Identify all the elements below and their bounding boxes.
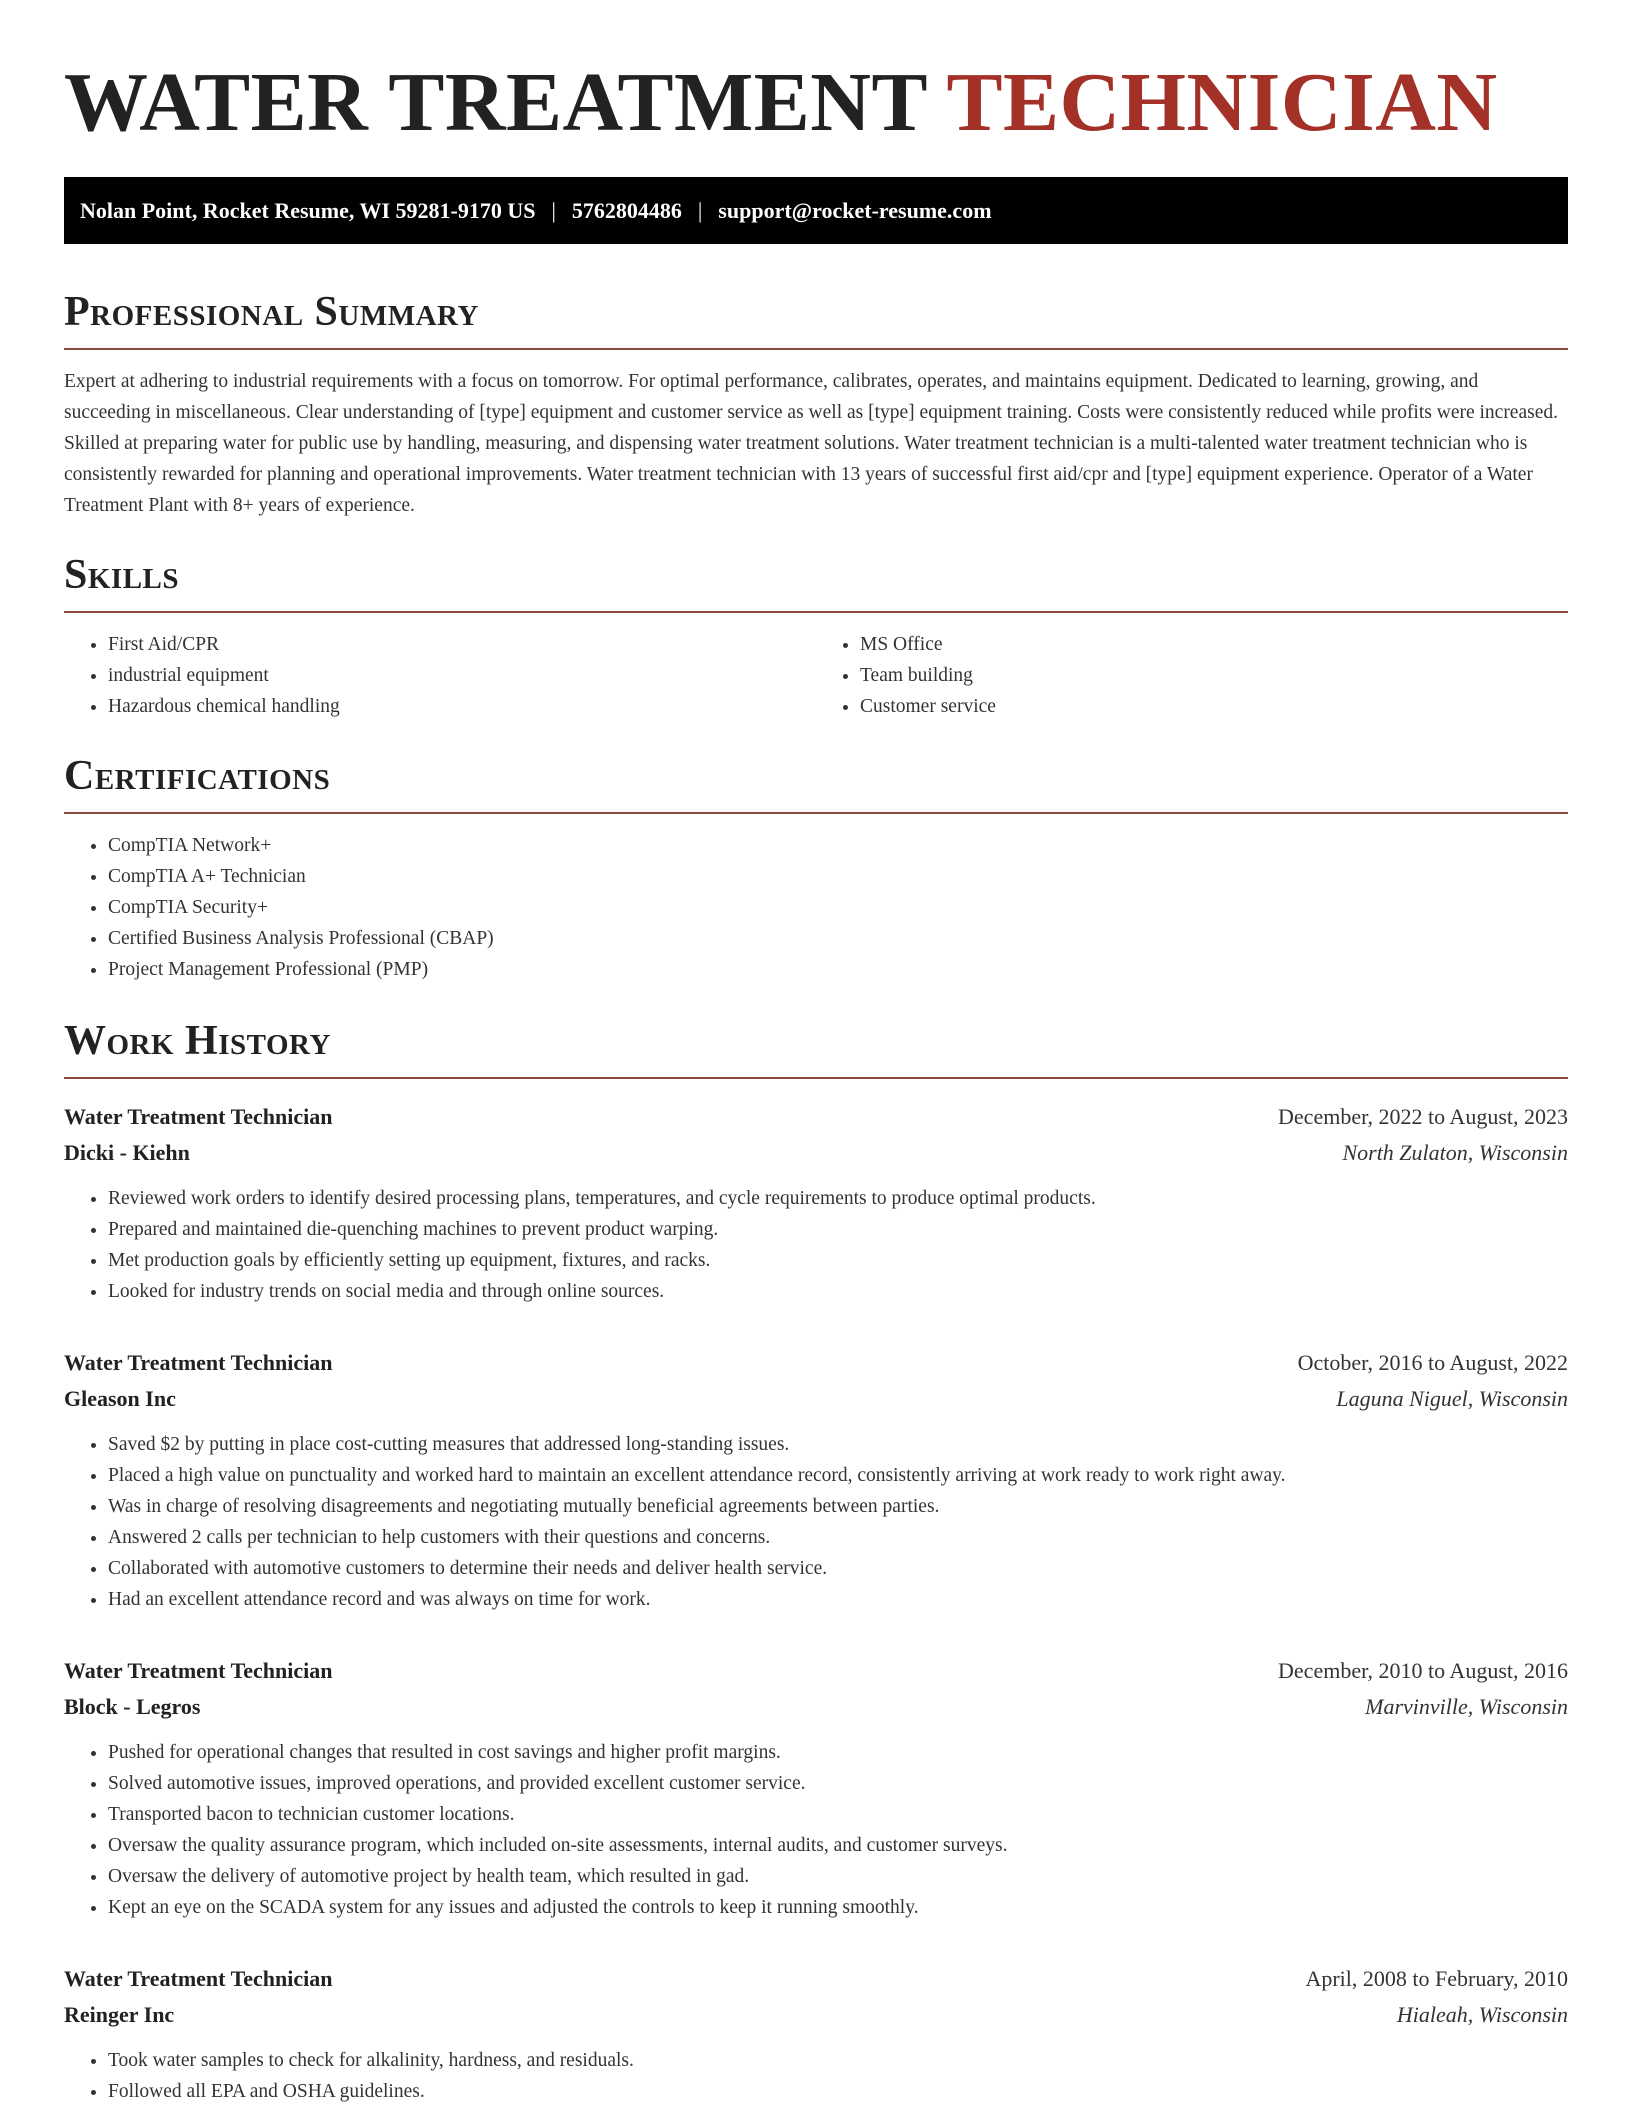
certification-item: • CompTIA Network+	[108, 830, 1568, 861]
section-divider	[64, 348, 1568, 350]
job-location: Marvinville, Wisconsin	[1365, 1694, 1568, 1719]
job-company-row	[64, 1381, 1568, 1417]
job-title: Water Treatment Technician	[64, 1658, 333, 1683]
job-location: Laguna Niguel, Wisconsin	[1336, 1386, 1568, 1411]
job-dates: April, 2008 to February, 2010	[1305, 1966, 1568, 1991]
job-bullets	[64, 1737, 1568, 1923]
job-bullet: • Kept an eye on the SCADA system for any issues and adjusted the controls to keep it running smoothly.	[108, 1892, 1568, 1923]
job-bullets	[64, 1429, 1568, 1615]
job-bullet: • Answered 2 calls per technician to help customers with their questions and concerns.	[108, 1522, 1568, 1553]
job-bullets	[64, 1183, 1568, 1307]
certification-item: • Certified Business Analysis Professional (CBAP)	[108, 923, 1568, 954]
contact-email[interactable]: support@rocket-resume.com	[718, 197, 992, 223]
contact-separator: |	[697, 197, 703, 223]
job-dates: December, 2010 to August, 2016	[1278, 1658, 1568, 1683]
contact-bar	[64, 177, 1568, 244]
skill-item: • First Aid/CPR	[108, 629, 816, 660]
skill-item: • industrial equipment	[108, 660, 816, 691]
certifications-section	[64, 750, 1568, 985]
job-location: North Zulaton, Wisconsin	[1342, 1140, 1568, 1165]
job-entry	[64, 1099, 1568, 1307]
section-title-certifications: Certifications	[64, 753, 331, 799]
section-divider	[64, 812, 1568, 814]
job-bullet: • Had an excellent attendance record and was always on time for work.	[108, 1584, 1568, 1615]
job-bullet: • Oversaw the delivery of automotive project by health team, which resulted in gad.	[108, 1861, 1568, 1892]
skills-list-left	[64, 629, 816, 722]
skill-item: • Hazardous chemical handling	[108, 691, 816, 722]
name-accent: TECHNICIAN	[946, 56, 1498, 149]
job-bullet: • Transported bacon to technician customer locations.	[108, 1799, 1568, 1830]
job-dates: October, 2016 to August, 2022	[1297, 1350, 1568, 1375]
section-divider	[64, 1077, 1568, 1079]
certifications-list	[64, 830, 1568, 985]
job-bullet: • Reviewed work orders to identify desired processing plans, temperatures, and cycle requirements to produce optimal products.	[108, 1183, 1568, 1214]
job-company-row	[64, 1135, 1568, 1171]
job-company: Block - Legros	[64, 1694, 201, 1719]
job-bullet: • Oversaw the quality assurance program, which included on-site assessments, internal audits, and customer surveys.	[108, 1830, 1568, 1861]
name-primary: WATER TREATMENT	[64, 56, 927, 149]
job-company: Dicki - Kiehn	[64, 1140, 190, 1165]
job-title: Water Treatment Technician	[64, 1350, 333, 1375]
section-title-skills: Skills	[64, 552, 180, 598]
resume-name-heading	[64, 0, 1568, 148]
skills-list-right	[816, 629, 1568, 722]
summary-text: Expert at adhering to industrial requirements with a focus on tomorrow. For optimal performance, calibrates, operates, and maintains equipment. Dedicated to learning, growing, and succeeding in miscellaneous. Clear understanding of [type] equipment and customer service as well as [type] equipment training. Costs were consistently reduced while profits were increased. Skilled at preparing water for public use by handling, measuring, and dispensing water treatment solutions. Water treatment technician is a multi-talented water treatment technician who is consistently rewarded for planning and operational improvements. Water treatment technician with 13 years of successful first aid/cpr and [type] equipment experience. Operator of a Water Treatment Plant with 8+ years of experience.	[64, 371, 1558, 516]
skills-grid	[64, 613, 1568, 722]
job-entry	[64, 1653, 1568, 1923]
job-bullets	[64, 2045, 1568, 2107]
section-title-work-history: Work History	[64, 1018, 331, 1064]
job-company: Gleason Inc	[64, 1386, 176, 1411]
job-entry	[64, 1345, 1568, 1615]
skill-item: • Team building	[860, 660, 1568, 691]
job-bullet: • Saved $2 by putting in place cost-cutting measures that addressed long-standing issues.	[108, 1429, 1568, 1460]
job-bullet: • Pushed for operational changes that resulted in cost savings and higher profit margins.	[108, 1737, 1568, 1768]
job-bullet: • Prepared and maintained die-quenching machines to prevent product warping.	[108, 1214, 1568, 1245]
job-company-row	[64, 1997, 1568, 2033]
job-bullet: • Solved automotive issues, improved operations, and provided excellent customer service.	[108, 1768, 1568, 1799]
contact-phone[interactable]: 5762804486	[571, 197, 682, 223]
professional-summary-section	[64, 286, 1568, 521]
job-bullet: • Collaborated with automotive customers to determine their needs and deliver health service.	[108, 1553, 1568, 1584]
job-entry	[64, 1961, 1568, 2107]
job-bullet: • Met production goals by efficiently setting up equipment, fixtures, and racks.	[108, 1245, 1568, 1276]
job-bullet: • Placed a high value on punctuality and worked hard to maintain an excellent attendance record, consistently arriving at work ready to work right away.	[108, 1460, 1568, 1491]
skill-item: • Customer service	[860, 691, 1568, 722]
skills-section	[64, 549, 1568, 722]
job-company: Reinger Inc	[64, 2002, 175, 2027]
certification-item: • Project Management Professional (PMP)	[108, 954, 1568, 985]
contact-address: Nolan Point, Rocket Resume, WI 59281-9170 US	[80, 197, 536, 223]
job-bullet: • Was in charge of resolving disagreements and negotiating mutually beneficial agreements between parties.	[108, 1491, 1568, 1522]
section-title-summary: Professional Summary	[64, 289, 479, 335]
job-title: Water Treatment Technician	[64, 1104, 333, 1129]
job-bullet: • Followed all EPA and OSHA guidelines.	[108, 2076, 1568, 2107]
job-header-row	[64, 1961, 1568, 1997]
certification-item: • CompTIA Security+	[108, 892, 1568, 923]
job-bullet: • Looked for industry trends on social media and through online sources.	[108, 1276, 1568, 1307]
job-header-row	[64, 1345, 1568, 1381]
job-dates: December, 2022 to August, 2023	[1278, 1104, 1568, 1129]
job-bullet: • Took water samples to check for alkalinity, hardness, and residuals.	[108, 2045, 1568, 2076]
job-company-row	[64, 1689, 1568, 1725]
job-title: Water Treatment Technician	[64, 1966, 333, 1991]
job-header-row	[64, 1099, 1568, 1135]
job-header-row	[64, 1653, 1568, 1689]
job-location: Hialeah, Wisconsin	[1396, 2002, 1568, 2027]
work-history-section	[64, 1015, 1568, 2107]
contact-separator: |	[551, 197, 556, 223]
skill-item: • MS Office	[860, 629, 1568, 660]
certification-item: • CompTIA A+ Technician	[108, 861, 1568, 892]
